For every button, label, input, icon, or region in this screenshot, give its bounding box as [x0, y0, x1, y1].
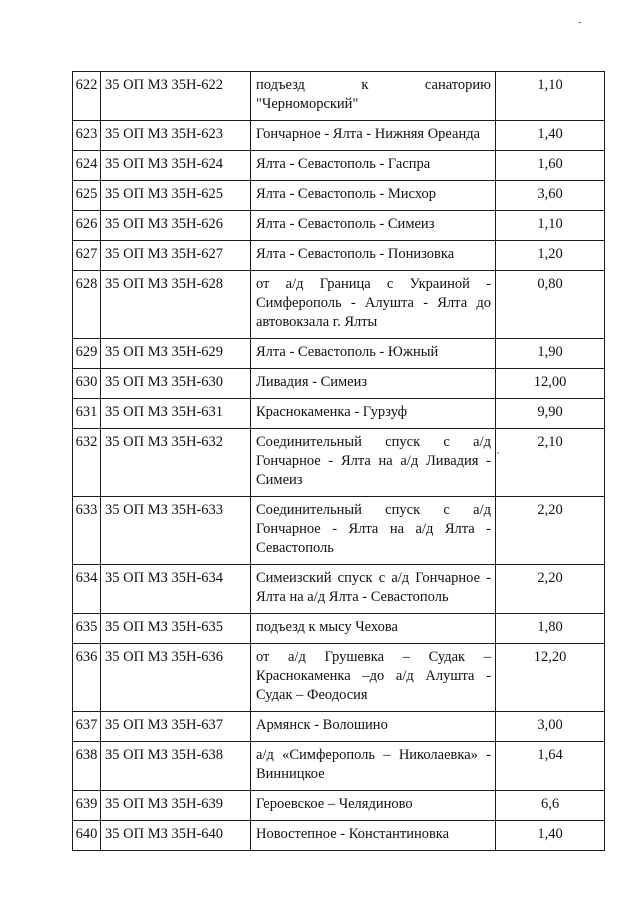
road-name: Ялта - Севастополь - Понизовка — [251, 241, 496, 271]
row-number: 636 — [73, 644, 101, 712]
row-number: 631 — [73, 399, 101, 429]
table-row — [73, 72, 605, 121]
table-row — [73, 821, 605, 851]
row-number: 628 — [73, 271, 101, 339]
road-name: Героевское – Челядиново — [251, 791, 496, 821]
row-number: 626 — [73, 211, 101, 241]
row-number: 640 — [73, 821, 101, 851]
road-id-code: 35 ОП МЗ 35Н-630 — [101, 369, 251, 399]
road-length: 1,10 — [496, 211, 605, 241]
road-id-code: 35 ОП МЗ 35Н-639 — [101, 791, 251, 821]
scan-mark — [578, 22, 581, 23]
road-id-code: 35 ОП МЗ 35Н-628 — [101, 271, 251, 339]
road-length: 2,20 — [496, 565, 605, 614]
road-length: 2,20 — [496, 497, 605, 565]
road-length: 1,80 — [496, 614, 605, 644]
road-length: 1,10 — [496, 72, 605, 121]
table-row — [73, 369, 605, 399]
road-length: 6,6 — [496, 791, 605, 821]
road-length: 12,00 — [496, 369, 605, 399]
row-number: 639 — [73, 791, 101, 821]
road-id-code: 35 ОП МЗ 35Н-631 — [101, 399, 251, 429]
roads-table-body — [73, 72, 605, 851]
row-number: 638 — [73, 742, 101, 791]
road-name: от а/д Грушевка – Судак – Краснокаменка –до а/д Алушта - Судак – Феодосия — [251, 644, 496, 712]
road-length: 1,90 — [496, 339, 605, 369]
table-row — [73, 565, 605, 614]
row-number: 629 — [73, 339, 101, 369]
table-row — [73, 429, 605, 497]
row-number: 625 — [73, 181, 101, 211]
row-number: 627 — [73, 241, 101, 271]
road-name: Краснокаменка - Гурзуф — [251, 399, 496, 429]
table-row — [73, 121, 605, 151]
road-name: Ялта - Севастополь - Южный — [251, 339, 496, 369]
road-id-code: 35 ОП МЗ 35Н-637 — [101, 712, 251, 742]
road-name: подъезд к мысу Чехова — [251, 614, 496, 644]
road-name: а/д «Симферополь – Николаевка» - Винницкое — [251, 742, 496, 791]
road-name: от а/д Граница с Украиной - Симферополь - Алушта - Ялта до автовокзала г. Ялты — [251, 271, 496, 339]
row-number: 623 — [73, 121, 101, 151]
road-name: Соединительный спуск с а/д Гончарное - Ялта на а/д Ялта - Севастополь — [251, 497, 496, 565]
road-id-code: 35 ОП МЗ 35Н-636 — [101, 644, 251, 712]
road-name: Ялта - Севастополь - Симеиз — [251, 211, 496, 241]
row-number: 634 — [73, 565, 101, 614]
road-length: 1,20 — [496, 241, 605, 271]
road-name: Симеизский спуск с а/д Гончарное - Ялта на а/д Ялта - Севастополь — [251, 565, 496, 614]
road-id-code: 35 ОП МЗ 35Н-640 — [101, 821, 251, 851]
row-number: 633 — [73, 497, 101, 565]
road-length: 1,60 — [496, 151, 605, 181]
road-name: Ливадия - Симеиз — [251, 369, 496, 399]
road-length: 3,00 — [496, 712, 605, 742]
road-id-code: 35 ОП МЗ 35Н-623 — [101, 121, 251, 151]
table-row — [73, 644, 605, 712]
road-id-code: 35 ОП МЗ 35Н-626 — [101, 211, 251, 241]
table-row — [73, 211, 605, 241]
road-length: 3,60 — [496, 181, 605, 211]
road-id-code: 35 ОП МЗ 35Н-638 — [101, 742, 251, 791]
table-row — [73, 614, 605, 644]
table-row — [73, 181, 605, 211]
road-name: подъезд к санаторию "Черноморский" — [251, 72, 496, 121]
row-number: 622 — [73, 72, 101, 121]
road-name: Ялта - Севастополь - Гаспра — [251, 151, 496, 181]
row-number: 635 — [73, 614, 101, 644]
road-name: Ялта - Севастополь - Мисхор — [251, 181, 496, 211]
road-id-code: 35 ОП МЗ 35Н-632 — [101, 429, 251, 497]
table-row — [73, 399, 605, 429]
road-id-code: 35 ОП МЗ 35Н-634 — [101, 565, 251, 614]
road-length: 0,80 — [496, 271, 605, 339]
table-row — [73, 241, 605, 271]
row-number: 630 — [73, 369, 101, 399]
table-row — [73, 151, 605, 181]
table-row — [73, 497, 605, 565]
road-id-code: 35 ОП МЗ 35Н-624 — [101, 151, 251, 181]
table-row — [73, 742, 605, 791]
roads-table — [72, 71, 605, 851]
road-name: Гончарное - Ялта - Нижняя Ореанда — [251, 121, 496, 151]
road-length: 2,10 — [496, 429, 605, 497]
road-id-code: 35 ОП МЗ 35Н-622 — [101, 72, 251, 121]
road-length: 1,64 — [496, 742, 605, 791]
road-length: 12,20 — [496, 644, 605, 712]
road-id-code: 35 ОП МЗ 35Н-627 — [101, 241, 251, 271]
road-id-code: 35 ОП МЗ 35Н-635 — [101, 614, 251, 644]
row-number: 637 — [73, 712, 101, 742]
row-number: 632 — [73, 429, 101, 497]
table-row — [73, 271, 605, 339]
road-length: 9,90 — [496, 399, 605, 429]
table-row — [73, 791, 605, 821]
road-length: 1,40 — [496, 121, 605, 151]
road-name: Новостепное - Константиновка — [251, 821, 496, 851]
road-length: 1,40 — [496, 821, 605, 851]
table-row — [73, 712, 605, 742]
road-id-code: 35 ОП МЗ 35Н-629 — [101, 339, 251, 369]
road-name: Армянск - Волошино — [251, 712, 496, 742]
road-id-code: 35 ОП МЗ 35Н-633 — [101, 497, 251, 565]
road-id-code: 35 ОП МЗ 35Н-625 — [101, 181, 251, 211]
road-name: Соединительный спуск с а/д Гончарное - Ялта на а/д Ливадия - Симеиз — [251, 429, 496, 497]
row-number: 624 — [73, 151, 101, 181]
table-row — [73, 339, 605, 369]
